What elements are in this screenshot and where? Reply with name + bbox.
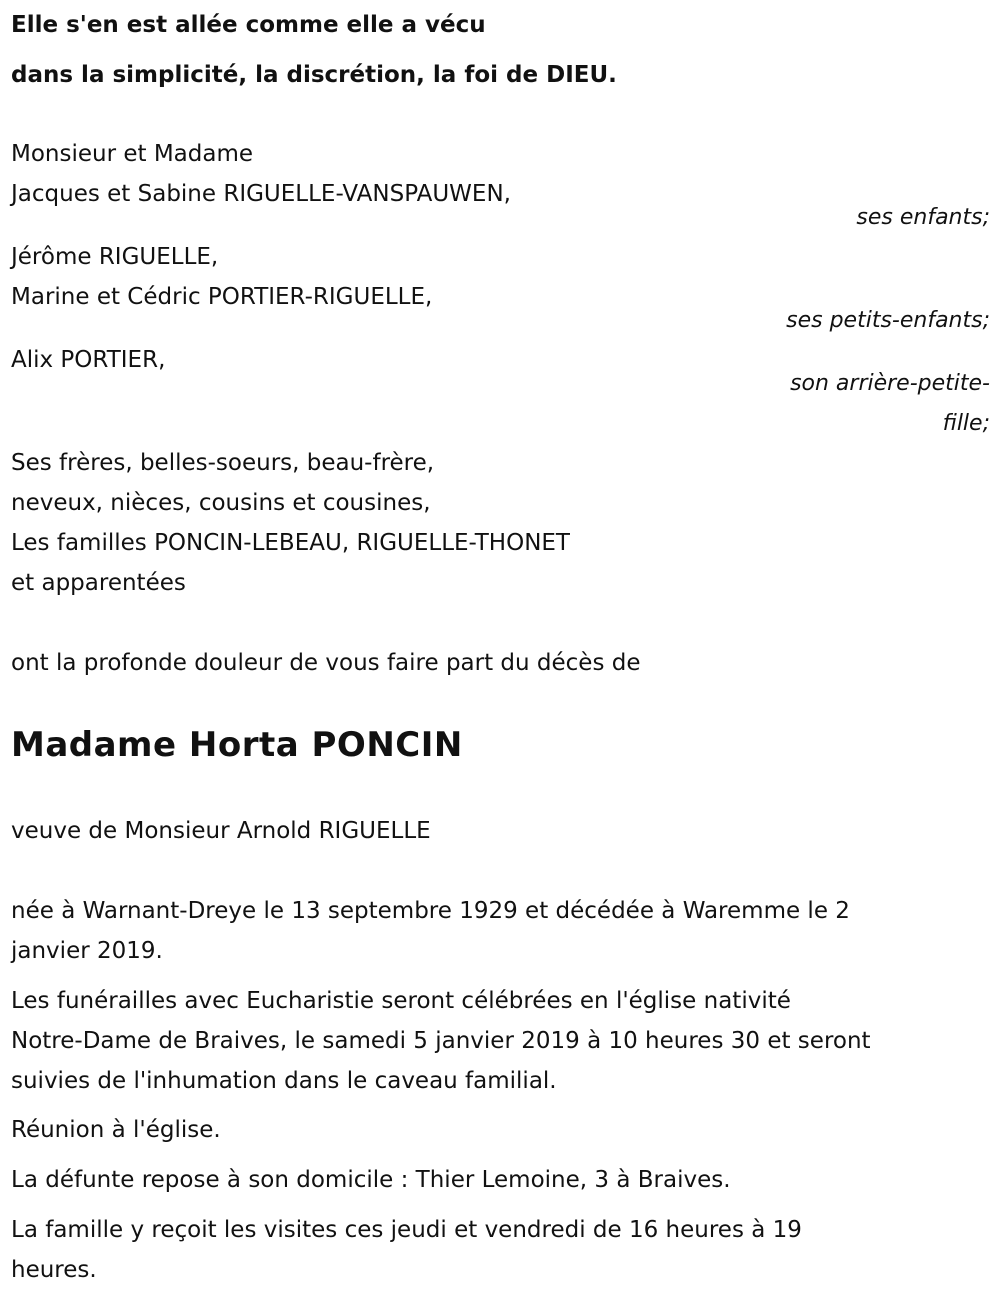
relatives-line-1: Ses frères, belles-soeurs, beau-frère, xyxy=(11,450,435,476)
motto-line-1: Elle s'en est allée comme elle a vécu xyxy=(11,12,486,38)
children-line-1: Monsieur et Madame xyxy=(11,141,254,167)
visits-line-1: La famille y reçoit les visites ces jeudi et vendredi de 16 heures à 19 xyxy=(11,1217,802,1243)
meeting-text: Réunion à l'église. xyxy=(11,1117,221,1143)
birth-death-line-1: née à Warnant-Dreye le 13 septembre 1929 et décédée à Waremme le 2 xyxy=(11,898,850,924)
resting-place-text: La défunte repose à son domicile : Thier Lemoine, 3 à Braives. xyxy=(11,1167,731,1193)
relatives-line-4: et apparentées xyxy=(11,570,186,596)
children-line-2: Jacques et Sabine RIGUELLE-VANSPAUWEN, xyxy=(11,181,511,207)
widow-of-text: veuve de Monsieur Arnold RIGUELLE xyxy=(11,818,431,844)
great-grandchild-line-1: Alix PORTIER, xyxy=(11,347,166,373)
funeral-line-3: suivies de l'inhumation dans le caveau familial. xyxy=(11,1068,557,1094)
motto-line-2: dans la simplicité, la discrétion, la foi de DIEU. xyxy=(11,62,617,88)
relatives-line-3: Les familles PONCIN-LEBEAU, RIGUELLE-THONET xyxy=(11,530,570,556)
deceased-name: Madame Horta PONCIN xyxy=(11,725,463,765)
grandchildren-role: ses petits-enfants; xyxy=(786,308,990,333)
funeral-line-1: Les funérailles avec Eucharistie seront célébrées en l'église nativité xyxy=(11,988,791,1014)
funeral-line-2: Notre-Dame de Braives, le samedi 5 janvier 2019 à 10 heures 30 et seront xyxy=(11,1028,871,1054)
great-grandchild-role-line-1: son arrière-petite- xyxy=(790,371,990,396)
great-grandchild-role-line-2: fille; xyxy=(942,411,990,436)
children-role: ses enfants; xyxy=(856,205,990,230)
announcement-text: ont la profonde douleur de vous faire part du décès de xyxy=(11,650,641,676)
grandchildren-line-1: Jérôme RIGUELLE, xyxy=(11,244,219,270)
relatives-line-2: neveux, nièces, cousins et cousines, xyxy=(11,490,431,516)
grandchildren-line-2: Marine et Cédric PORTIER-RIGUELLE, xyxy=(11,284,433,310)
visits-line-2: heures. xyxy=(11,1257,97,1283)
birth-death-line-2: janvier 2019. xyxy=(11,938,163,964)
